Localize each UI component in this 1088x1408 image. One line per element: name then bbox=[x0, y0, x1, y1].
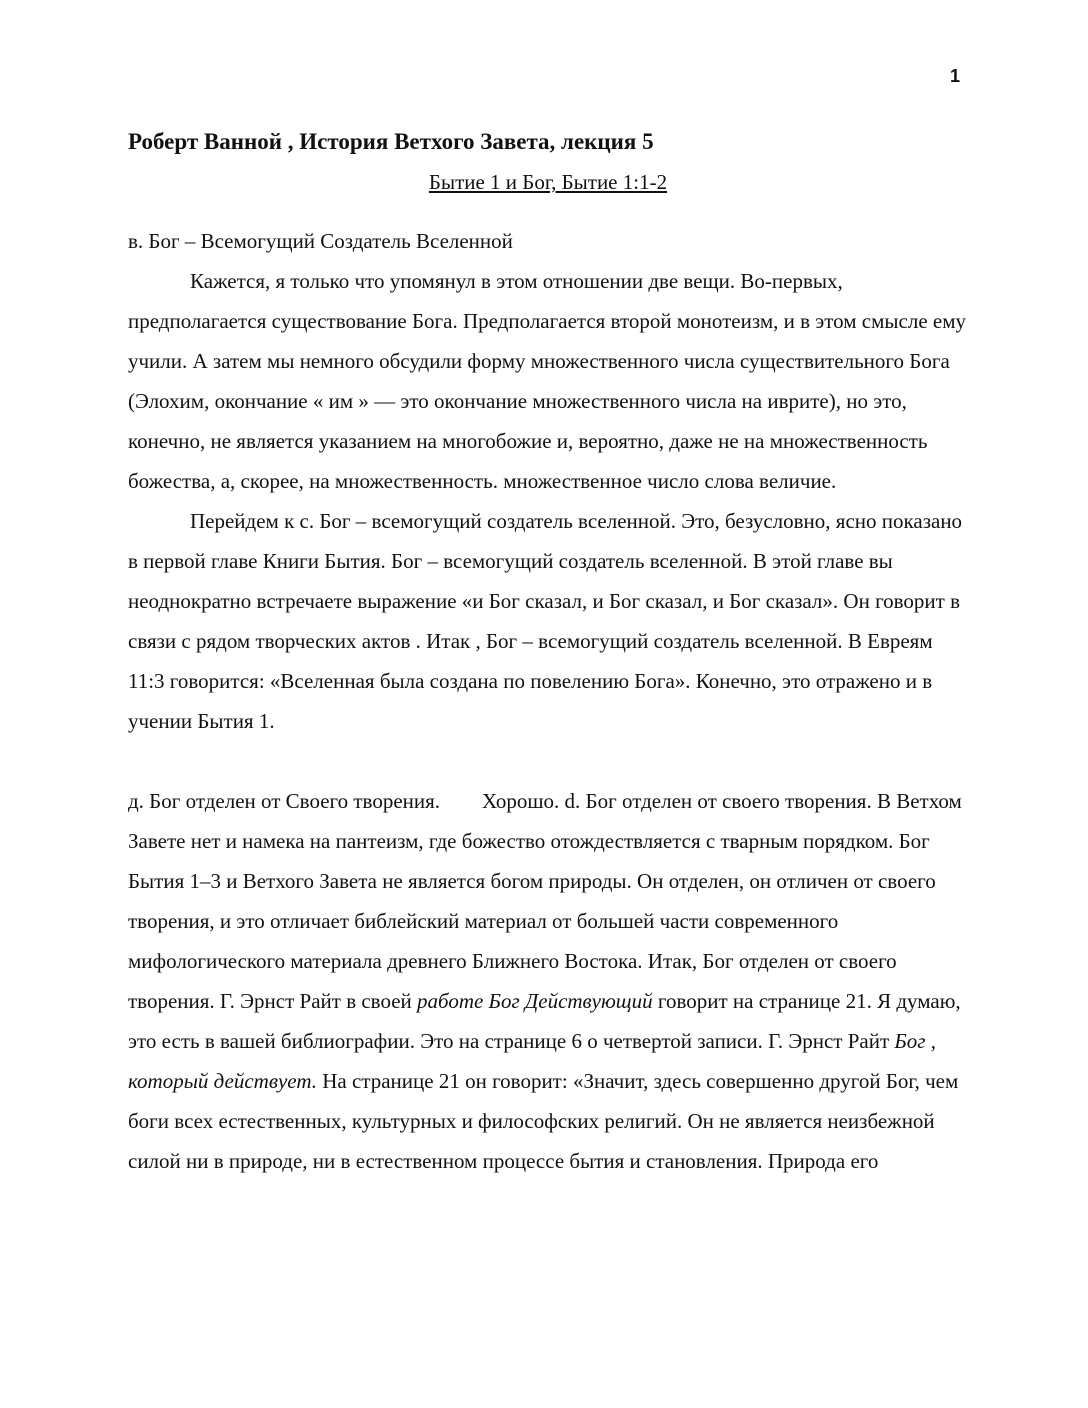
page-number: 1 bbox=[949, 66, 960, 86]
section-d-text-tail: На странице 21 он говорит: «Значит, здесь совершенно другой Бог, чем боги всех естественных, культурных и философских религий. Он не является неизбежной силой ни в природе, ни в естественном процессе бытия и становления. Природа его bbox=[128, 1069, 959, 1173]
section-c-heading: в. Бог – Всемогущий Создатель Вселенной bbox=[128, 229, 513, 253]
document-body bbox=[128, 122, 968, 1181]
section-d-text-lead: Хорошо. d. Бог отделен от своего творения. В Ветхом Завете нет и намека на пантеизм, где божество отождествляется с тварным порядком. Бог Бытия 1–3 и Ветхого Завета не является богом природы. Он отделен, он отличен от своего творения, и это отличает библейский материал от большей части современного мифологического материала древнего Ближнего Востока. Итак, Бог отделен от своего творения. Г. Эрнст Райт в своей bbox=[128, 789, 962, 1013]
section-d-heading: д. Бог отделен от Своего творения. bbox=[128, 789, 441, 813]
section-c-paragraph-1: Кажется, я только что упомянул в этом отношении две вещи. Во-первых, предполагается существование Бога. Предполагается второй монотеизм, и в этом смысле ему учили. А затем мы немного обсудили форму множественного числа существительного Бога (Элохим, окончание « им » — это окончание множественного числа на иврите), но это, конечно, не является указанием на многобожие и, вероятно, даже не на множественность божества, а, скорее, на множественность. множественное число слова величие. bbox=[128, 269, 967, 493]
book-title-italic-1: работе Бог Действующий bbox=[417, 989, 653, 1013]
section-d-paragraph bbox=[128, 781, 968, 1181]
book-title-italic-2: Бог , который действует. bbox=[128, 1029, 936, 1093]
section-c-paragraph-2: Перейдем к с. Бог – всемогущий создатель вселенной. Это, безусловно, ясно показано в первой главе Книги Бытия. Бог – всемогущий создатель вселенной. В этой главе вы неоднократно встречаете выражение «и Бог сказал, и Бог сказал, и Бог сказал». Он говорит в связи с рядом творческих актов . Итак , Бог – всемогущий создатель вселенной. В Евреям 11:3 говорится: «Вселенная была создана по повелению Бога». Конечно, это отражено и в учении Бытия 1. bbox=[128, 509, 963, 733]
lecture-subtitle: Бытие 1 и Бог, Бытие 1:1-2 bbox=[428, 170, 668, 194]
section-gap bbox=[128, 741, 968, 781]
lecture-title: Роберт Ванной , История Ветхого Завета, лекция 5 bbox=[128, 129, 654, 154]
section-d-text-mid: говорит на странице 21. Я думаю, это есть в вашей библиографии. Это на странице 6 о четвертой записи. Г. Эрнст Райт bbox=[128, 989, 961, 1053]
